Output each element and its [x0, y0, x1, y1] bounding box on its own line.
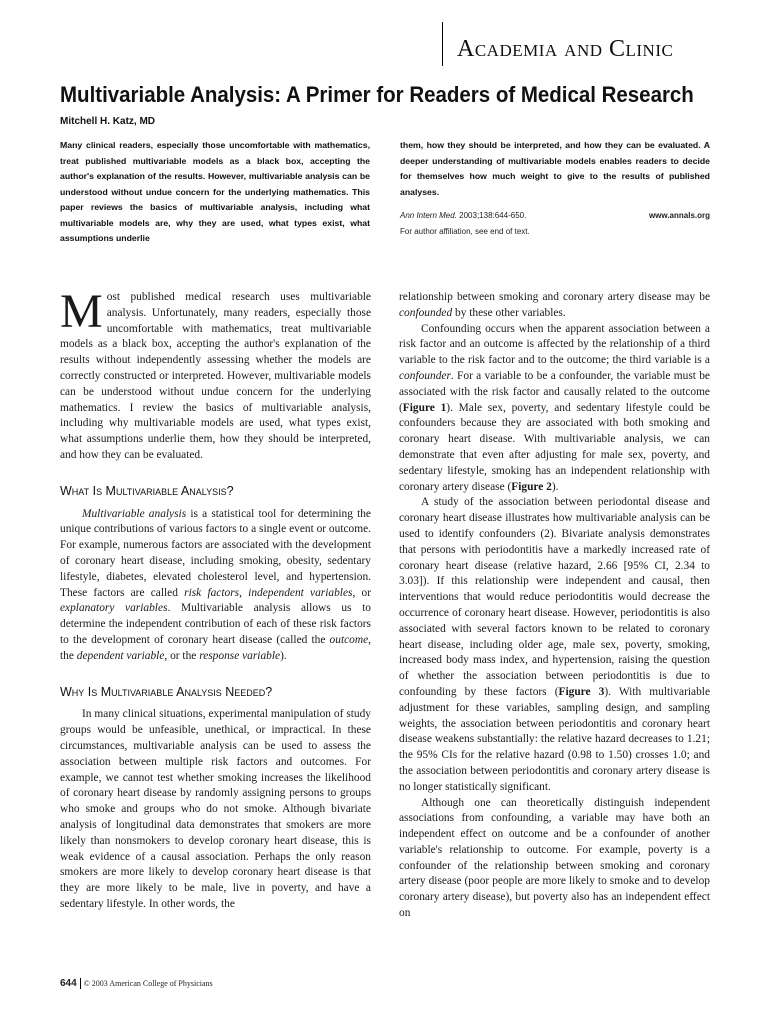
- abstract-right: them, how they should be interpreted, and how they can be evaluated. A deeper understanding of multivariable models enables readers to decide for themselves how much weight to give to the results of published analyses.: [400, 140, 710, 197]
- paragraph-continued: relationship between smoking and coronary artery disease may be confounded by these other variables.: [399, 291, 710, 319]
- figure-3-link[interactable]: Figure 3: [558, 685, 605, 698]
- page-number: 644: [60, 978, 81, 989]
- figure-1-link[interactable]: Figure 1: [402, 401, 447, 414]
- citation-row: [400, 211, 710, 227]
- author-affiliation-note: For author affiliation, see end of text.: [400, 227, 530, 236]
- intro-paragraph: [60, 285, 371, 464]
- intro-text: ost published medical research uses multivariable analysis. Unfortunately, many readers, especially those uncomfortable with mathematics, treat multivariable models as a black box, accepting the author's explanation of the results without independently assessing whether the models are correctly constructed or interpreted. However, multivariable models can be understood without undue concern for the underlying mathematics. I review the basics of multivariable analysis, including why multivariable models are used, what types exist, what assumptions underlie them, how they should be interpreted, and how they can be evaluated.: [60, 291, 371, 461]
- paragraph-periodontal: A study of the association between periodontal disease and coronary heart disease illustrates how multivariable analysis can be used to identify confounders (2). Bivariate analysis demonstrates that persons with periodontitis have a markedly increased rate of coronary heart disease (relative hazard, 2.66 [95% CI, 2.34 to 3.03]). If this relationship were independent and causal, then interventions that would reduce periodontitis would decrease the occurrence of coronary heart disease. However, periodontitis is also associated with several factors known to be related to coronary heart disease, including older age, male sex, poverty, smoking, increased body mass index, and hypertension, raising the question of whether the association between periodontitis is due to confounding by these factors (Figure 3). With multivariable adjustment for these variables, sampling design, and sampling weights, the association between periodontitis and coronary heart disease weakens substantially: the relative hazard decreases to 1.21; the 95% CIs for the relative hazard (0.98 to 1.50) crosses 1.0; and the association between periodontitis and coronary artery disease is no longer statistically significant.: [399, 496, 710, 793]
- paragraph-why-needed: In many clinical situations, experimental manipulation of study groups would be unfeasible, unethical, or impractical. In these circumstances, multivariable analysis can be used to assess the association between multiple risk factors and outcomes. For example, we cannot test whether smoking increases the likelihood of coronary heart disease by randomly assigning persons to groups who smoke and groups who do not smoke. Although bivariate analysis of longitudinal data demonstrates that smokers are more likely than nonsmokers to develop coronary heart disease, this is weak evidence of a causal association. Perhaps the only reason smokers are more likely to develop coronary heart disease is that they are more likely to be male, live in poverty, and have a sedentary lifestyle. In other words, the: [60, 708, 371, 910]
- paragraph-independent-effects: Although one can theoretically distinguish independent associations from confounding, a variable may have both an independent effect on outcome and be a confounder of another variable's relationship to outcome. For example, poverty is a confounder of the relationship between smoking and coronary artery disease (poor people are more likely to smoke and to develop coronary artery disease), but poverty also has an independent effect on: [399, 796, 710, 920]
- page-footer: [60, 978, 213, 989]
- journal-url[interactable]: www.annals.org: [648, 211, 710, 220]
- citation-details: 2003;138:644-650.: [456, 211, 527, 220]
- drop-cap: M: [60, 285, 103, 338]
- abstract-left: Many clinical readers, especially those uncomfortable with mathematics, treat published multivariable models as a black box, accepting the author's explanation of the results. However, multivariable analysis can be understood without undue concern for the underlying mathematics. This paper reviews the basics of multivariable analysis, including what multivariable models are, why they are used, what types exist, what assumptions underlie: [60, 140, 370, 243]
- paragraph-definition: Multivariable analysis is a statistical tool for determining the unique contributions of various factors to a single event or outcome. For example, numerous factors are associated with the development of coronary heart disease, including smoking, obesity, sedentary lifestyle, diabetes, elevated cholesterol level, and hypertension. These factors are called risk factors, independent variables, or explanatory variables. Multivariable analysis allows us to determine the independent contribution of each of these risk factors to the development of coronary heart disease (called the outcome, the dependent variable, or the response variable).: [60, 507, 371, 662]
- section-header: [442, 22, 743, 66]
- section-heading-what: What Is Multivariable Analysis?: [60, 483, 234, 498]
- section-title: Academia and Clinic: [457, 36, 674, 62]
- body-column-right: [399, 290, 710, 922]
- article-title: Multivariable Analysis: A Primer for Readers of Medical Research: [60, 82, 694, 107]
- citation-journal: Ann Intern Med.: [400, 211, 457, 220]
- section-heading-why: Why Is Multivariable Analysis Needed?: [60, 684, 273, 699]
- author-byline: Mitchell H. Katz, MD: [60, 116, 156, 127]
- citation: [400, 211, 526, 220]
- body-column-left: [60, 285, 371, 913]
- figure-2-link[interactable]: Figure 2: [511, 480, 552, 493]
- copyright: © 2003 American College of Physicians: [83, 979, 213, 988]
- paragraph-confounding: Confounding occurs when the apparent association between a risk factor and an outcome is affected by the relationship of a third variable to the risk factor and to the outcome; the third variable is a confounder. For a variable to be a confounder, the variable must be associated with the risk factor and causally related to the outcome (Figure 1). Male sex, poverty, and sedentary lifestyle could be confounders because they are associated with both smoking and coronary heart disease. With multivariable analysis, we can demonstrate that even after adjusting for male sex, poverty, and sedentary lifestyle, smoking has an independent relationship with coronary artery disease (Figure 2).: [399, 322, 710, 493]
